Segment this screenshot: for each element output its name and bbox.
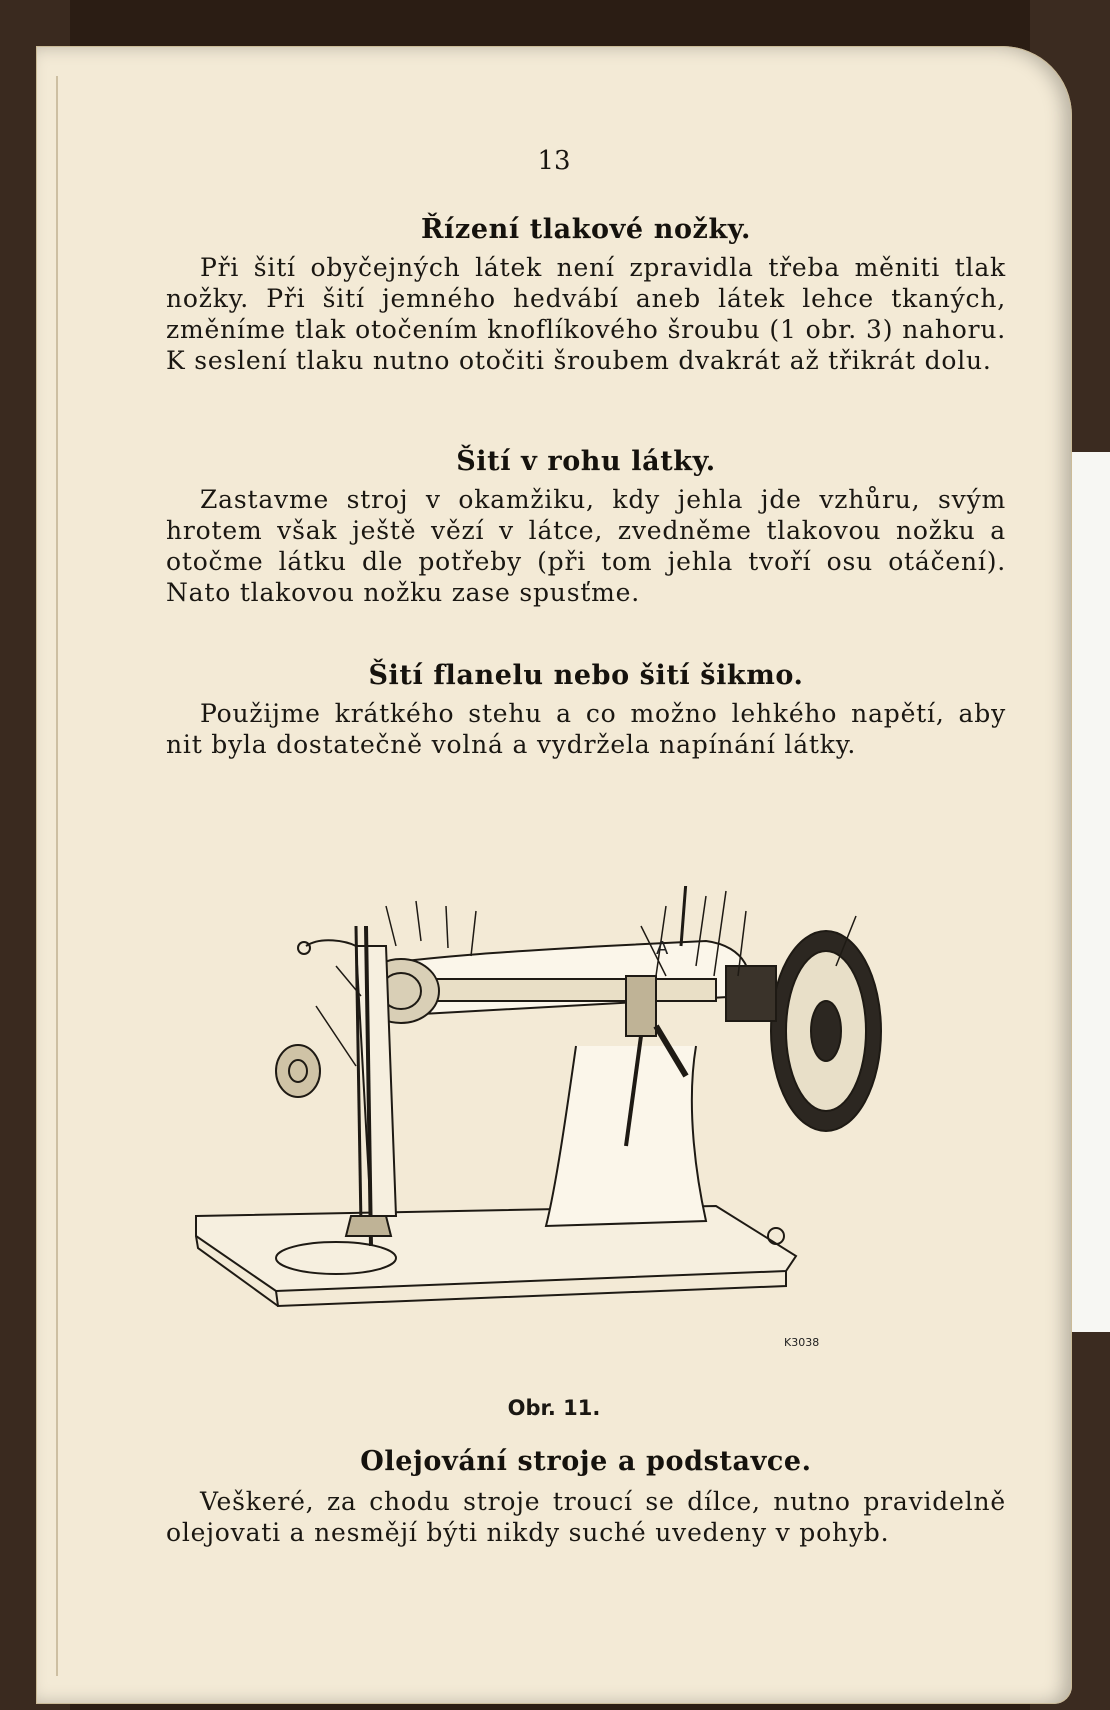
figure-caption: Obr. 11. [507, 1396, 601, 1420]
book-page [36, 46, 1072, 1704]
paragraph-text: Veškeré, za chodu stroje troucí se dílce, nutno pravidelně olejovati a nesmějí býti nikdy suché uvedeny v pohyb. [166, 1487, 1006, 1547]
heading-presser-foot-pressure: Řízení tlakové nožky. [421, 214, 751, 245]
page-number: 13 [537, 146, 571, 176]
paragraph-flannel-sewing [166, 698, 1006, 760]
figure-label-a: A [656, 938, 669, 959]
sewing-machine-illustration [186, 886, 886, 1366]
paragraph-corner-sewing [166, 484, 1006, 608]
paragraph-text: Zastavme stroj v okamžiku, kdy jehla jde vzhůru, svým hrotem však ještě vězí v látce, zvedněme tlakovou nožku a otočme látku dle potřeby (při tom jehla tvoří osu otáčení). Nato tlakovou nožku zase spusťme. [166, 485, 1006, 607]
heading-flannel-sewing: Šití flanelu nebo šití šikmo. [368, 660, 804, 691]
page-gutter [56, 76, 58, 1676]
heading-corner-sewing: Šití v rohu látky. [456, 446, 716, 477]
paragraph-oiling [166, 1486, 1006, 1548]
paragraph-text: Při šití obyčejných látek není zpravidla třeba měniti tlak nožky. Při šití jemného hedvábí aneb látek lehce tkaných, změníme tlak otočením knoflíkového šroubu (1 obr. 3) nahoru. K seslení tlaku nutno otočiti šroubem dvakrát až třikrát dolu. [166, 253, 1006, 375]
paragraph-presser-foot-pressure [166, 252, 1006, 376]
sewing-machine-drawing [186, 886, 886, 1366]
figure-code: K3038 [784, 1336, 820, 1349]
heading-oiling: Olejování stroje a podstavce. [360, 1446, 812, 1477]
paragraph-text: Použijme krátkého stehu a co možno lehkého napětí, aby nit byla dostatečně volná a vydržela napínání látky. [166, 699, 1006, 759]
